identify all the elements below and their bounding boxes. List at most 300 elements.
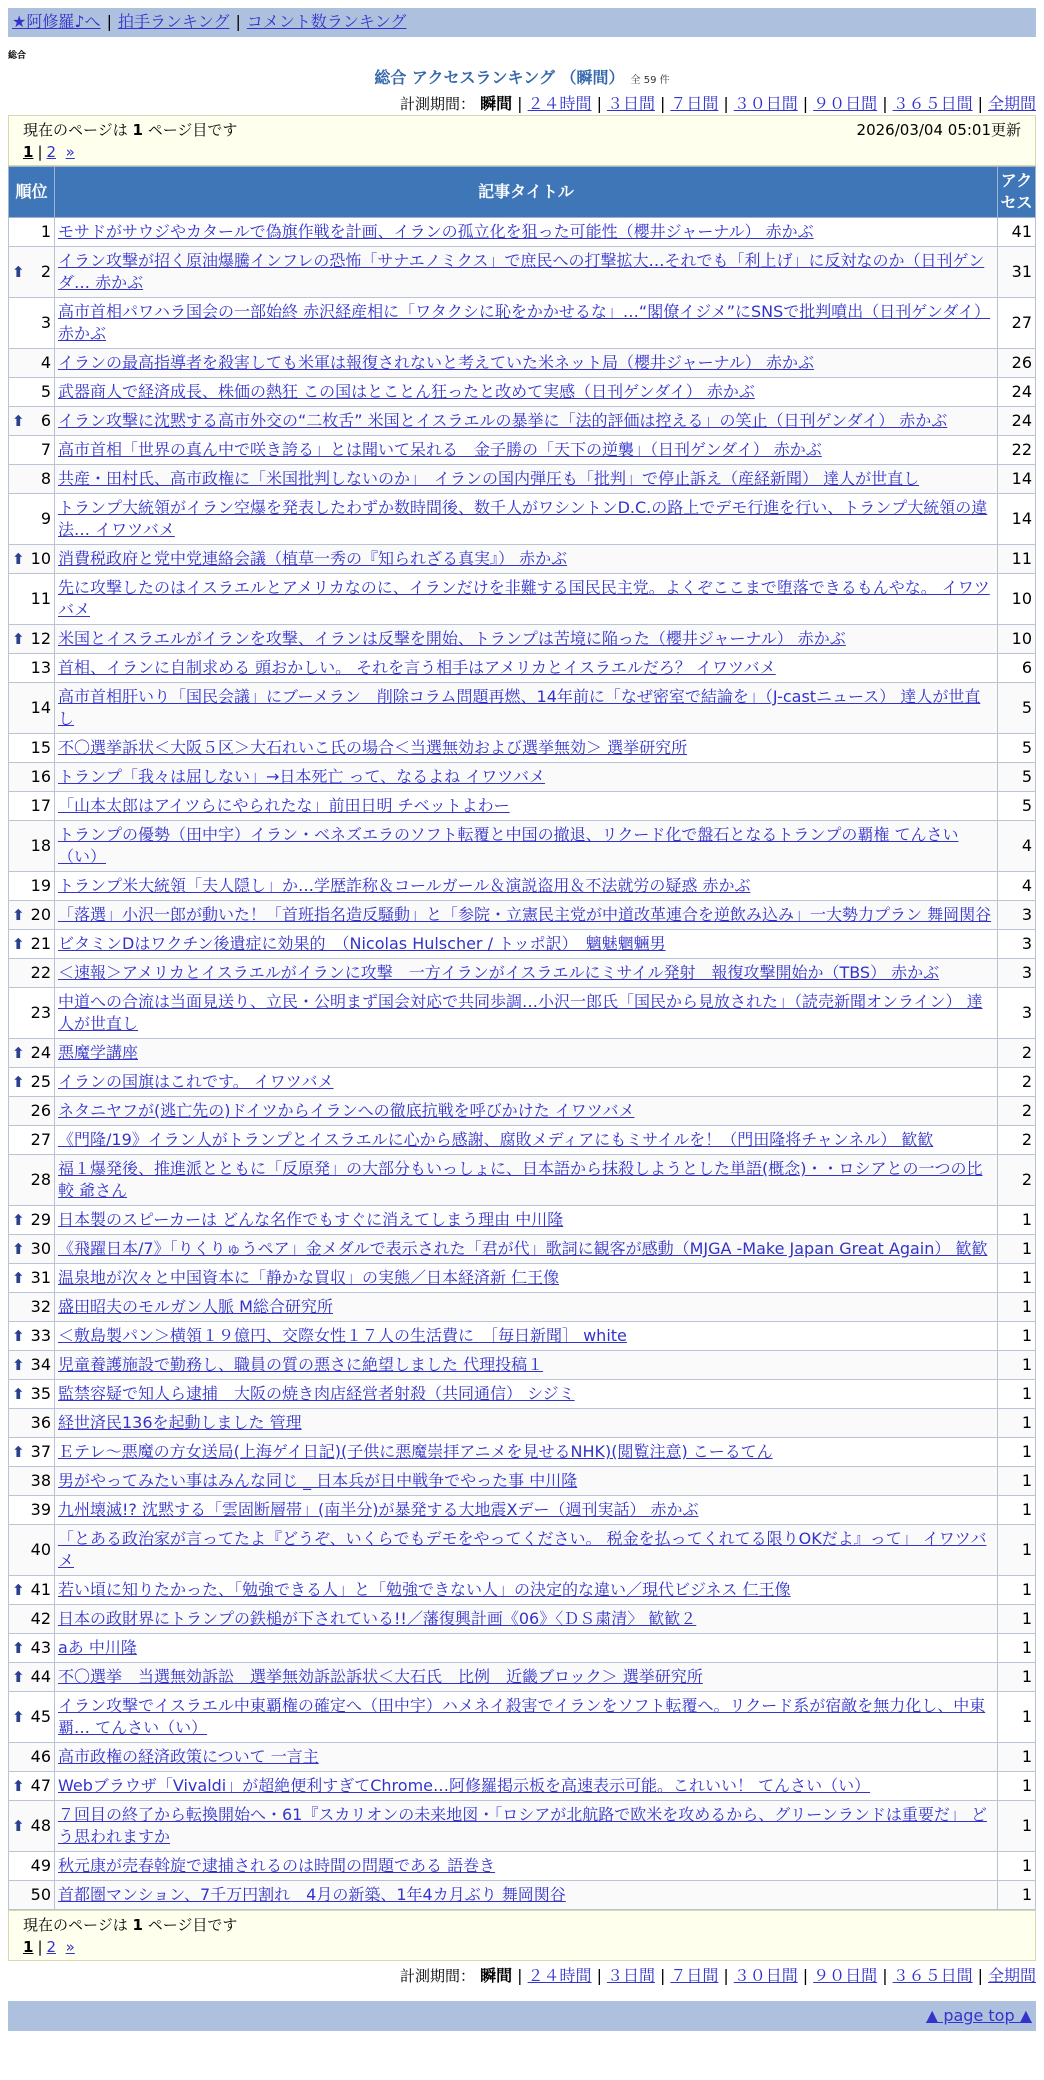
page-status: 現在のページは 1 ページ目です [23,121,238,139]
rank-up-arrow-icon: ⬆ [12,1211,25,1229]
period-90d[interactable]: ９０日間 [813,94,878,113]
access-count: 1 [998,1881,1036,1910]
access-count: 1 [998,1351,1036,1380]
rank-up-arrow-icon: ⬆ [12,906,25,924]
title-cell [55,821,998,872]
pager-current-page: 1 [23,143,34,161]
article-title-link[interactable]: ７回目の終了から転換開始へ・61『スカリオンの未来地図・「ロシアが北航路で欧米を攻めるから、グリーンランドは重要だ」 どう思われますか [58,1805,987,1846]
article-title-link[interactable]: 男がやってみたい事はみんな同じ _ 日本兵が日中戦争でやった事 中川隆 [58,1471,578,1490]
title-cell [55,1692,998,1743]
rank-number: 37 [30,1442,51,1461]
article-title-link[interactable]: 日本製のスピーカーは どんな名作でもすぐに消えてしまう理由 中川隆 [58,1210,564,1229]
article-title-link[interactable]: Webブラウザ「Vivaldi」が超絶便利すぎてChrome…阿修羅掲示板を高速表示可能。これいい！ てんさい（い） [58,1776,871,1795]
title-cell [55,1852,998,1881]
rank-number: 26 [30,1101,51,1120]
article-title-link[interactable]: 九州壊滅!? 沈黙する「雲固断層帯」(南半分)が暴発する大地震Xデー（週刊実話） 赤かぶ [58,1500,699,1519]
rank-number: 7 [40,440,51,459]
rank-up-arrow-icon: ⬆ [12,1443,25,1461]
title-cell [55,1126,998,1155]
table-row [9,1438,1036,1467]
rank-number: 30 [30,1239,51,1258]
access-count: 31 [998,247,1036,298]
rank-cell [9,625,55,654]
table-row [9,625,1036,654]
period-selector-bottom: 計測期間： 瞬間 | ２４時間 | ３日間 | ７日間 | ３０日間 | ９０日間 | ３６５日間 | 全期間 [400,1966,1036,1985]
period-90d[interactable]: ９０日間 [813,1966,878,1985]
table-row [9,1264,1036,1293]
access-count: 4 [998,821,1036,872]
access-count: 1 [998,1525,1036,1576]
title-cell [55,734,998,763]
rank-cell [9,821,55,872]
category-label: 総合 [8,51,27,61]
rank-number: 38 [30,1471,51,1490]
access-count: 1 [998,1743,1036,1772]
period-3d[interactable]: ３日間 [606,1966,655,1985]
rank-cell [9,930,55,959]
access-count: 6 [998,654,1036,683]
table-row [9,436,1036,465]
title-cell [55,1206,998,1235]
title-cell [55,349,998,378]
article-title-link[interactable]: イラン攻撃が招く原油爆騰インフレの恐怖「サナエノミクス」で庶民への打撃拡大…それでも「利上げ」に反対なのか（日刊ゲンダ… 赤かぶ [58,251,985,292]
table-row [9,247,1036,298]
period-current: 瞬間 [480,1966,513,1985]
article-title-link[interactable]: 盛田昭夫のモルガン人脈 M総合研究所 [58,1297,333,1316]
article-title-link[interactable]: 高市首相パワハラ国会の一部始終 赤沢経産相に「ワタクシに恥をかかせるな」…“閣僚イジメ”にSNSで批判噴出（日刊ゲンダイ） 赤かぶ [58,302,991,343]
table-row [9,1351,1036,1380]
article-title-link[interactable]: トランプの優勢（田中宇）イラン・ベネズエラのソフト転覆と中国の撤退、リクード化で盤石となるトランプの覇権 てんさい（い） [58,825,959,866]
rank-cell [9,1743,55,1772]
table-row [9,574,1036,625]
access-count: 5 [998,763,1036,792]
article-title-link[interactable]: 児童養護施設で勤務し、職員の質の悪さに絶望しました 代理投稿１ [58,1355,544,1374]
title-cell [55,930,998,959]
article-title-link[interactable]: 高市首相「世界の真ん中で咲き誇る」とは聞いて呆れる 金子勝の「天下の逆襲」（日刊ゲンダイ） 赤かぶ [58,440,822,459]
article-title-link[interactable]: 日本の政財界にトランプの鉄槌が下されている!!／藩復興計画《06》〈ＤＳ粛清〉 歓歓２ [58,1609,697,1628]
rank-number: 28 [30,1170,51,1189]
rank-number: 29 [30,1210,51,1229]
rank-cell [9,734,55,763]
title-cell [55,1155,998,1206]
rank-number: 5 [40,382,51,401]
article-title-link[interactable]: aあ 中川隆 [58,1638,137,1657]
nav-link-clap-ranking[interactable]: 拍手ランキング [117,12,230,31]
rank-number: 12 [30,629,51,648]
rank-cell [9,465,55,494]
title-cell [55,1068,998,1097]
title-cell [55,545,998,574]
title-cell [55,1663,998,1692]
table-row [9,1126,1036,1155]
table-row [9,821,1036,872]
access-count: 1 [998,1293,1036,1322]
rank-cell [9,901,55,930]
rank-cell [9,1206,55,1235]
rank-cell [9,1322,55,1351]
title-cell [55,247,998,298]
rank-number: 13 [30,658,51,677]
rank-cell [9,436,55,465]
article-title-link[interactable]: イラン攻撃に沈黙する高市外交の“二枚舌” 米国とイスラエルの暴挙に「法的評価は控える」の笑止（日刊ゲンダイ） 赤かぶ [58,411,948,430]
rank-number: 17 [30,796,51,815]
pager-bottom: 現在のページは 1 ページ目です 1 | 2 » [8,1910,1036,1961]
pager-next-arrow[interactable]: » [65,143,75,161]
access-count: 41 [998,218,1036,247]
article-title-link[interactable]: 《飛躍日本/7》「りくりゅうペア」金メダルで表示された「君が代」歌詞に観客が感動（MJGA -Make Japan Great Again） 歓歓 [58,1239,988,1258]
access-count: 5 [998,792,1036,821]
table-row [9,1801,1036,1852]
rank-number: 43 [30,1638,51,1657]
access-count: 1 [998,1634,1036,1663]
title-cell [55,959,998,988]
title-cell [55,378,998,407]
title-cell [55,218,998,247]
updated-timestamp: 2026/03/04 05:01更新 [856,121,1021,139]
rank-up-arrow-icon: ⬆ [12,1639,25,1657]
rank-up-arrow-icon: ⬆ [12,1044,25,1062]
article-title-link[interactable]: モサドがサウジやカタールで偽旗作戦を計画、イランの孤立化を狙った可能性（櫻井ジャーナル） 赤かぶ [58,222,814,241]
access-count: 14 [998,465,1036,494]
access-count: 22 [998,436,1036,465]
period-24h[interactable]: ２４時間 [527,94,592,113]
title-cell [55,1801,998,1852]
title-cell [55,574,998,625]
period-current: 瞬間 [480,94,513,113]
article-title-link[interactable]: 首都圏マンション、7千万円割れ 4月の新築、1年4カ月ぶり 舞岡関谷 [58,1885,566,1904]
rank-up-arrow-icon: ⬆ [12,1581,25,1599]
article-title-link[interactable]: ネタニヤフが(逃亡先の)ドイツからイランへの徹底抗戦を呼びかけた イワツバメ [58,1101,635,1120]
col-header-title: 記事タイトル [55,167,998,218]
article-title-link[interactable]: Ｅテレ～悪魔の方女送局(上海ゲイ日記)(子供に悪魔崇拝アニメを見せるNHK)(閲覧注意) こーるてん [58,1442,773,1461]
period-365d[interactable]: ３６５日間 [892,94,973,113]
rank-cell [9,1293,55,1322]
article-title-link[interactable]: ＜敷島製パン＞横領１９億円、交際女性１７人の生活費に ［毎日新聞］ white [58,1326,627,1345]
table-row [9,959,1036,988]
rank-number: 21 [30,934,51,953]
table-row [9,1068,1036,1097]
article-title-link[interactable]: 首相、イランに自制求める 頭おかしい。 それを言う相手はアメリカとイスラエルだろ？ イワツバメ [58,658,776,677]
access-count: 3 [998,959,1036,988]
table-row [9,1576,1036,1605]
title-cell [55,1322,998,1351]
article-title-link[interactable]: 共産・田村氏、高市政権に「米国批判しないのか」 イランの国内弾圧も「批判」で停止訴え（産経新聞） 達人が世直し [58,469,920,488]
rank-up-arrow-icon: ⬆ [12,1269,25,1287]
table-row [9,763,1036,792]
title-cell [55,872,998,901]
period-selector-top: 計測期間： 瞬間 | ２４時間 | ３日間 | ７日間 | ３０日間 | ９０日間 | ３６５日間 | 全期間 [400,94,1036,113]
rank-cell [9,407,55,436]
nav-link-asyura-home[interactable]: ★阿修羅♪へ [12,12,101,31]
article-title-link[interactable]: イランの国旗はこれです。 イワツバメ [58,1072,334,1091]
access-count: 11 [998,545,1036,574]
rank-cell [9,959,55,988]
table-row [9,1467,1036,1496]
rank-number: 22 [30,963,51,982]
title-cell [55,1525,998,1576]
table-row [9,1852,1036,1881]
table-row [9,734,1036,763]
footer-bar [8,2001,1036,2031]
article-title-link[interactable]: 高市首相肝いり「国民会議」にブーメラン 削除コラム問題再燃、14年前に「なぜ密室で結論を」（J-castニュース） 達人が世直し [58,687,981,728]
rank-up-arrow-icon: ⬆ [12,1777,25,1795]
rank-cell [9,247,55,298]
table-row [9,1496,1036,1525]
rank-up-arrow-icon: ⬆ [12,630,25,648]
article-title-link[interactable]: 「とある政治家が言ってたよ『どうぞ、いくらでもデモをやってください。 税金を払ってくれてる限りOKだよ』って」 イワツバメ [58,1529,987,1570]
page-top-link[interactable]: ▲ page top ▲ [925,2006,1032,2025]
table-row [9,1293,1036,1322]
article-title-link[interactable]: 不〇選挙 当選無効訴訟 選挙無効訴訟訴状＜大石氏 比例 近畿ブロック＞ 選挙研究所 [58,1667,703,1686]
rank-cell [9,1881,55,1910]
period-all[interactable]: 全期間 [987,1966,1036,1985]
rank-cell [9,298,55,349]
rank-number: 14 [30,698,51,717]
access-count: 1 [998,1235,1036,1264]
table-row [9,901,1036,930]
title-cell [55,1467,998,1496]
access-count: 1 [998,1772,1036,1801]
title-cell [55,1097,998,1126]
rank-cell [9,1605,55,1634]
article-title-link[interactable]: ＜速報＞アメリカとイスラエルがイランに攻撃 一方イランがイスラエルにミサイル発射 報復攻撃開始か（TBS） 赤かぶ [58,963,940,982]
article-title-link[interactable]: 「山本太郎はアイツらにやられたな」前田日明 チベットよわー [58,796,510,815]
rank-number: 48 [30,1816,51,1835]
title-row [8,67,1036,89]
title-cell [55,683,998,734]
rank-cell [9,988,55,1039]
rank-number: 33 [30,1326,51,1345]
access-count: 1 [998,1496,1036,1525]
article-title-link[interactable]: 先に攻撃したのはイスラエルとアメリカなのに、イランだけを非難する国民民主党。よくぞここまで堕落できるもんやな。 イワツバメ [58,578,990,619]
title-cell [55,1264,998,1293]
table-row [9,407,1036,436]
title-cell [55,1438,998,1467]
article-title-link[interactable]: 温泉地が次々と中国資本に「静かな買収」の実態／日本経済新 仁王像 [58,1268,560,1287]
rank-cell [9,1264,55,1293]
rank-cell [9,1467,55,1496]
title-cell [55,298,998,349]
rank-number: 2 [40,262,51,281]
rank-up-arrow-icon: ⬆ [12,1327,25,1345]
access-count: 2 [998,1039,1036,1068]
pager-next-arrow[interactable]: » [65,1938,75,1956]
period-7d[interactable]: ７日間 [670,1966,719,1985]
title-cell [55,792,998,821]
rank-cell [9,1576,55,1605]
access-count: 14 [998,494,1036,545]
period-all[interactable]: 全期間 [987,94,1036,113]
rank-cell [9,1852,55,1881]
access-count: 1 [998,1576,1036,1605]
table-row [9,1634,1036,1663]
access-count: 24 [998,407,1036,436]
rank-cell [9,1409,55,1438]
access-count: 10 [998,625,1036,654]
article-title-link[interactable]: 高市政権の経済政策について 一言主 [58,1747,319,1766]
pager-page-2[interactable]: 2 [46,143,57,161]
nav-separator: | [235,12,241,31]
rank-number: 36 [30,1413,51,1432]
rank-cell [9,1235,55,1264]
pager-top: 現在のページは 1 ページ目です 2026/03/04 05:01更新 1 | 2 » [8,115,1036,166]
table-row [9,1692,1036,1743]
article-title-link[interactable]: 監禁容疑で知人ら逮捕 大阪の焼き肉店経営者射殺（共同通信） シジミ [58,1384,575,1403]
nav-link-comment-ranking[interactable]: コメント数ランキング [246,12,407,31]
table-row [9,988,1036,1039]
rank-number: 40 [30,1540,51,1559]
article-title-link[interactable]: 不〇選挙訴状＜大阪５区＞大石れいこ氏の場合＜当選無効および選挙無効＞ 選挙研究所 [58,738,688,757]
article-title-link[interactable]: 若い頃に知りたかった、「勉強できる人」と「勉強できない人」の決定的な違い／現代ビジネス 仁王像 [58,1580,791,1599]
access-count: 24 [998,378,1036,407]
title-cell [55,1293,998,1322]
rank-cell [9,683,55,734]
table-row [9,1322,1036,1351]
access-count: 2 [998,1097,1036,1126]
article-title-link[interactable]: 悪魔学講座 [58,1043,139,1062]
rank-cell [9,1438,55,1467]
rank-up-arrow-icon: ⬆ [12,1708,25,1726]
article-title-link[interactable]: 消費税政府と党中党連絡会議（植草一秀の『知られざる真実』） 赤かぶ [58,549,568,568]
nav-separator: | [106,12,112,31]
col-header-rank: 順位 [9,167,55,218]
rank-up-arrow-icon: ⬆ [12,1385,25,1403]
article-title-link[interactable]: 経世済民136を起動しました 管理 [58,1413,302,1432]
rank-number: 10 [30,549,51,568]
article-title-link[interactable]: イラン攻撃でイスラエル中東覇権の確定へ（田中宇）ハメネイ殺害でイランをソフト転覆へ。リクード系が宿敵を無力化し、中東覇… てんさい（い） [58,1696,986,1737]
article-title-link[interactable]: トランプ「我々は屈しない」→日本死亡 って、なるよね イワツバメ [58,767,545,786]
rank-cell [9,1039,55,1068]
rank-number: 16 [30,767,51,786]
rank-number: 3 [40,313,51,332]
period-label: 計測期間： [400,1967,476,1985]
rank-number: 20 [30,905,51,924]
top-nav-bar [8,8,1036,37]
table-row [9,298,1036,349]
rank-cell [9,1801,55,1852]
table-row [9,1097,1036,1126]
rank-number: 39 [30,1500,51,1519]
period-365d[interactable]: ３６５日間 [892,1966,973,1985]
access-count: 1 [998,1692,1036,1743]
title-cell [55,625,998,654]
table-row [9,349,1036,378]
rank-cell [9,1068,55,1097]
access-count: 2 [998,1068,1036,1097]
rank-cell [9,654,55,683]
rank-number: 32 [30,1297,51,1316]
period-7d[interactable]: ７日間 [670,94,719,113]
article-title-link[interactable]: トランプ米大統領「夫人隠し」か…学歴詐称＆コールガール＆演説盗用＆不法就労の疑惑 赤かぶ [58,876,751,895]
title-cell [55,494,998,545]
rank-cell [9,763,55,792]
rank-number: 34 [30,1355,51,1374]
article-title-link[interactable]: イランの最高指導者を殺害しても米軍は報復されないと考えていた米ネット局（櫻井ジャーナル） 赤かぶ [58,353,814,372]
access-count: 5 [998,734,1036,763]
table-row [9,218,1036,247]
period-30d[interactable]: ３０日間 [733,94,798,113]
rank-cell [9,1380,55,1409]
access-count: 1 [998,1380,1036,1409]
rank-cell [9,1663,55,1692]
article-title-link[interactable]: 《門隆/19》イラン人がトランプとイスラエルに心から感謝、腐敗メディアにもミサイルを！（門田隆将チャンネル） 歓歓 [58,1130,934,1149]
table-header-row [9,167,1036,218]
ranking-body [9,218,1036,1910]
total-count: 全 59 件 [630,75,670,86]
title-cell [55,1605,998,1634]
rank-up-arrow-icon: ⬆ [12,412,25,430]
article-title-link[interactable]: 「落選」小沢一郎が動いた！「首班指名造反騒動」と「参院・立憲民主党が中道改革連合を逆飲み込み」一大勢力プラン 舞岡関谷 [58,905,992,924]
pager-page-2[interactable]: 2 [46,1938,57,1956]
title-cell [55,1496,998,1525]
table-row [9,1663,1036,1692]
period-24h[interactable]: ２４時間 [527,1966,592,1985]
table-row [9,1206,1036,1235]
page-title: 総合 アクセスランキング （瞬間） [374,68,625,87]
table-row [9,654,1036,683]
rank-cell [9,218,55,247]
access-count: 2 [998,1155,1036,1206]
access-count: 1 [998,1801,1036,1852]
title-cell [55,407,998,436]
article-title-link[interactable]: 福１爆発後、推進派とともに「反原発」の大部分もいっしょに、日本語から抹殺しようとした単語(概念)・・ロシアとの一つの比較 爺さん [58,1159,983,1200]
rank-number: 42 [30,1609,51,1628]
access-count: 1 [998,1322,1036,1351]
article-title-link[interactable]: 武器商人で経済成長、株価の熱狂 この国はとことん狂ったと改めて実感（日刊ゲンダイ） 赤かぶ [58,382,755,401]
access-count: 1 [998,1663,1036,1692]
rank-number: 46 [30,1747,51,1766]
title-cell [55,1772,998,1801]
rank-number: 50 [30,1885,51,1904]
title-cell [55,1380,998,1409]
table-row [9,1235,1036,1264]
rank-number: 1 [40,222,51,241]
title-cell [55,1351,998,1380]
period-3d[interactable]: ３日間 [606,94,655,113]
period-label: 計測期間： [400,95,476,113]
col-header-access: アクセス [998,167,1036,218]
rank-number: 18 [30,836,51,855]
rank-number: 47 [30,1776,51,1795]
rank-number: 49 [30,1856,51,1875]
title-cell [55,1881,998,1910]
access-count: 1 [998,1605,1036,1634]
article-title-link[interactable]: 秋元康が売春斡旋で逮捕されるのは時間の問題である 語巻き [58,1856,496,1875]
article-title-link[interactable]: 米国とイスラエルがイランを攻撃、イランは反撃を開始、トランプは苦境に陥った（櫻井ジャーナル） 赤かぶ [58,629,846,648]
access-count: 10 [998,574,1036,625]
title-cell [55,436,998,465]
access-count: 5 [998,683,1036,734]
article-title-link[interactable]: ビタミンDはワクチン後遺症に効果的 （Nicolas Hulscher / トッポ訳） 魑魅魍魎男 [58,934,666,953]
title-cell [55,1039,998,1068]
rank-up-arrow-icon: ⬆ [12,1356,25,1374]
rank-up-arrow-icon: ⬆ [12,935,25,953]
rank-up-arrow-icon: ⬆ [12,1817,25,1835]
access-count: 1 [998,1206,1036,1235]
rank-cell [9,792,55,821]
pager-current-page: 1 [23,1938,34,1956]
rank-cell [9,1155,55,1206]
rank-cell [9,872,55,901]
rank-cell [9,494,55,545]
table-row [9,494,1036,545]
period-30d[interactable]: ３０日間 [733,1966,798,1985]
table-row [9,792,1036,821]
table-row [9,1409,1036,1438]
article-title-link[interactable]: トランプ大統領がイラン空爆を発表したわずか数時間後、数千人がワシントンD.C.の路上でデモ行進を行い、トランプ大統領の違法… イワツバメ [58,498,988,539]
table-row [9,1881,1036,1910]
article-title-link[interactable]: 中道への合流は当面見送り、立民・公明まず国会対応で共同歩調…小沢一郎氏「国民から見放された」（読売新聞オンライン） 達人が世直し [58,992,983,1033]
